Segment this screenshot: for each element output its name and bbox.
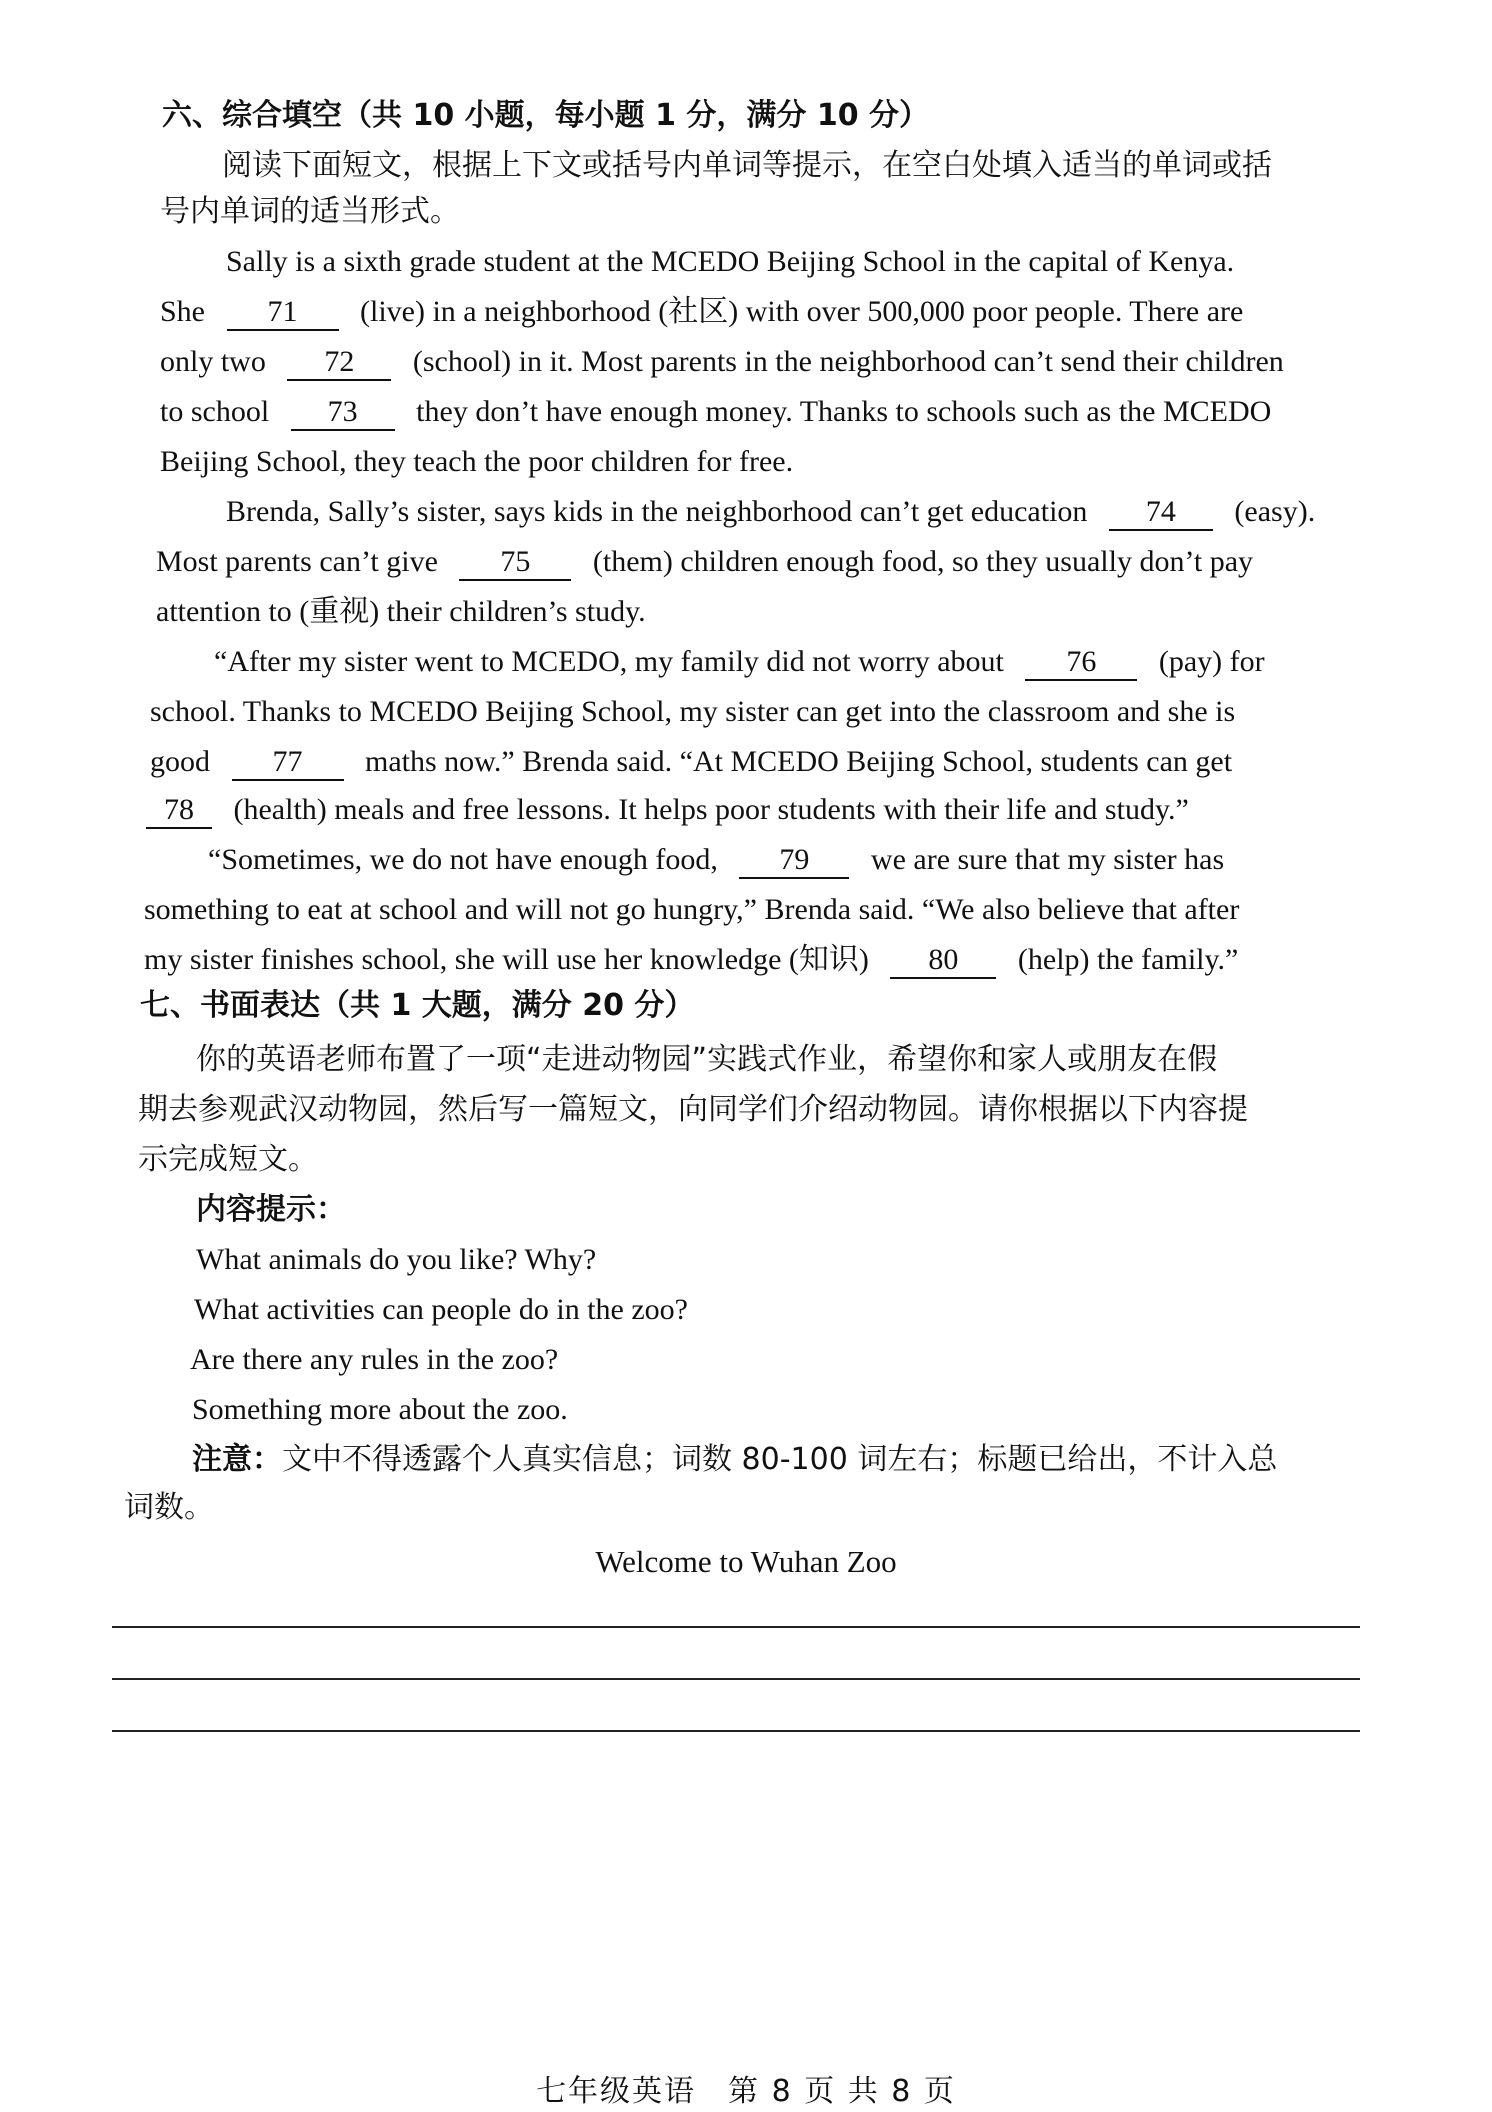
passage-p3-line1 xyxy=(214,642,1265,682)
text-segment: She xyxy=(160,295,205,328)
passage-p1-line4 xyxy=(160,392,1271,432)
text-segment: good xyxy=(150,745,210,778)
section6-instruction-line2: 号内单词的适当形式。 xyxy=(160,194,460,229)
passage-p3-line3 xyxy=(150,742,1232,782)
passage-p1-line3 xyxy=(160,342,1284,382)
text-segment: (easy). xyxy=(1234,495,1316,528)
blank-79[interactable]: 79 xyxy=(739,843,849,879)
passage-p3-line2: school. Thanks to MCEDO Beijing School, my sister can get into the classroom and she is xyxy=(150,695,1236,728)
section7-heading: 七、书面表达（共 1 大题，满分 20 分） xyxy=(140,988,695,1023)
section6-heading: 六、综合填空（共 10 小题，每小题 1 分，满分 10 分） xyxy=(162,98,930,133)
blank-77[interactable]: 77 xyxy=(232,745,344,781)
section7-intro-line1: 你的英语老师布置了一项“走进动物园”实践式作业，希望你和家人或朋友在假 xyxy=(196,1042,1218,1077)
hints-label: 内容提示： xyxy=(196,1192,346,1227)
hint-item: What activities can people do in the zoo? xyxy=(194,1293,688,1326)
blank-75[interactable]: 75 xyxy=(459,545,571,581)
note-text: 文中不得透露个人真实信息；词数 80-100 词左右；标题已给出，不计入总 xyxy=(282,1442,1278,1477)
passage-p2-line2 xyxy=(156,542,1253,582)
text-segment: (live) in a neighborhood (社区) with over 500,000 poor people. There are xyxy=(360,295,1244,328)
blank-78[interactable]: 78 xyxy=(146,793,212,829)
passage-p1-line5: Beijing School, they teach the poor children for free. xyxy=(160,445,794,478)
passage-p2-line1 xyxy=(226,492,1315,532)
blank-71[interactable]: 71 xyxy=(227,295,339,331)
writing-line[interactable] xyxy=(112,1730,1360,1732)
hint-item: Something more about the zoo. xyxy=(192,1393,568,1426)
hint-item: What animals do you like? Why? xyxy=(196,1243,597,1276)
passage-p4-line3 xyxy=(144,940,1238,980)
text-segment: (health) meals and free lessons. It helps poor students with their life and study.” xyxy=(233,793,1189,826)
section7-intro-line2: 期去参观武汉动物园，然后写一篇短文，向同学们介绍动物园。请你根据以下内容提 xyxy=(138,1092,1248,1127)
passage-p3-line4 xyxy=(146,790,1189,830)
text-segment: Brenda, Sally’s sister, says kids in the neighborhood can’t get education xyxy=(226,495,1088,528)
note-label: 注意： xyxy=(192,1442,282,1477)
text-segment: “After my sister went to MCEDO, my family did not worry about xyxy=(214,645,1004,678)
section6-instruction-line1: 阅读下面短文，根据上下文或括号内单词等提示，在空白处填入适当的单词或括 xyxy=(222,148,1272,183)
text-segment: my sister finishes school, she will use her knowledge (知识) xyxy=(144,943,869,976)
text-segment: (them) children enough food, so they usually don’t pay xyxy=(592,545,1254,578)
passage-p4-line2: something to eat at school and will not go hungry,” Brenda said. “We also believe that after xyxy=(144,893,1240,926)
note-line1 xyxy=(192,1440,1277,1480)
text-segment: they don’t have enough money. Thanks to schools such as the MCEDO xyxy=(416,395,1272,428)
hint-item: Are there any rules in the zoo? xyxy=(190,1343,559,1376)
text-segment: to school xyxy=(160,395,270,428)
text-segment: maths now.” Brenda said. “At MCEDO Beijing School, students can get xyxy=(365,745,1233,778)
text-segment: (help) the family.” xyxy=(1017,943,1239,976)
blank-73[interactable]: 73 xyxy=(291,395,395,431)
note-line2: 词数。 xyxy=(124,1490,214,1525)
text-segment: only two xyxy=(160,345,266,378)
text-segment: we are sure that my sister has xyxy=(870,843,1225,876)
blank-72[interactable]: 72 xyxy=(287,345,391,381)
passage-p1-line1: Sally is a sixth grade student at the MCEDO Beijing School in the capital of Kenya. xyxy=(226,245,1235,278)
text-segment: Most parents can’t give xyxy=(156,545,438,578)
text-segment: “Sometimes, we do not have enough food, xyxy=(208,843,718,876)
blank-80[interactable]: 80 xyxy=(890,943,996,979)
passage-p2-line3: attention to (重视) their children’s study. xyxy=(156,595,646,628)
passage-p4-line1 xyxy=(208,840,1224,880)
blank-74[interactable]: 74 xyxy=(1109,495,1213,531)
text-segment: (school) in it. Most parents in the neighborhood can’t send their children xyxy=(412,345,1284,378)
page-footer: 七年级英语 第 8 页 共 8 页 xyxy=(536,2074,956,2109)
passage-p1-line2 xyxy=(160,292,1243,332)
text-segment: (pay) for xyxy=(1158,645,1265,678)
writing-line[interactable] xyxy=(112,1678,1360,1680)
blank-76[interactable]: 76 xyxy=(1025,645,1137,681)
writing-line[interactable] xyxy=(112,1626,1360,1628)
section7-intro-line3: 示完成短文。 xyxy=(138,1142,318,1177)
essay-title: Welcome to Wuhan Zoo xyxy=(595,1544,897,1579)
